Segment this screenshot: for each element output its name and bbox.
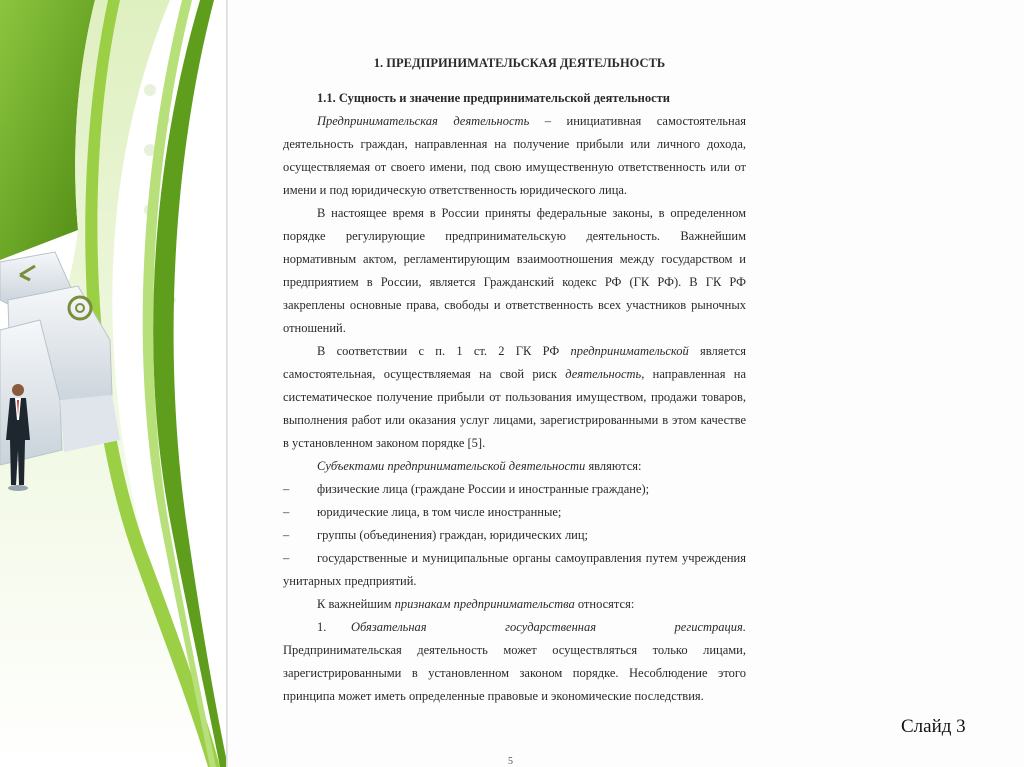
list-item [283, 478, 746, 501]
paragraph-definition [283, 110, 746, 202]
subjects-rest: являются: [585, 459, 642, 473]
slide-label: Слайд 3 [901, 716, 966, 737]
list-item-text: физические лица (граждане России и иностранные граждане); [317, 482, 650, 496]
gk-text-e: , направленная на систематическое получение прибыли от пользования имуществом, продажи товаров, выполнения работ или оказания услуг лицами, зарегистрированными в этом качестве в установленном законом порядке [5]. [283, 367, 747, 450]
paragraph-laws: В настоящее время в России приняты федеральные законы, в определенном порядке регулирующие предпринимательскую деятельность. Важнейшим нормативным актом, регламентирующим взаимоотношения между государством и предприятием в России, является Гражданский кодекс РФ (ГК РФ). В ГК РФ закреплены основные права, свободы и ответственность всех участников рыночных отношений. [283, 206, 746, 335]
features-text-a: К важнейшим [317, 597, 395, 611]
gk-text-c: является самостоятельная, осуществляемая на свой риск [283, 344, 746, 381]
document-title: 1. ПРЕДПРИНИМАТЕЛЬСКАЯ ДЕЯТЕЛЬНОСТЬ [373, 56, 666, 70]
list-dash: – [283, 528, 290, 542]
decorative-side-panel [0, 0, 232, 767]
gk-italic-b: предпринимательской [570, 344, 689, 358]
item-word-3: регистрация. [674, 620, 746, 634]
gk-italic-d: деятельность [565, 367, 642, 381]
section-heading: 1.1. Сущность и значение предпринимательской деятельности [317, 91, 670, 105]
paragraph-gk [283, 340, 746, 455]
list-dash: – [283, 482, 290, 496]
list-dash: – [283, 505, 290, 519]
list-item [283, 501, 746, 524]
paragraph-features [283, 593, 746, 616]
list-dash: – [283, 551, 290, 565]
numbered-item-heading [283, 616, 746, 639]
list-item-text: группы (объединения) граждан, юридических лиц; [317, 528, 589, 542]
paragraph-subjects [283, 455, 746, 478]
document-body [283, 52, 746, 708]
item-word-1: Обязательная [351, 620, 427, 634]
paragraph-registration: Предпринимательская деятельность может осуществляться только лицами, зарегистрированными в установленном законом порядке. Несоблюдение этого принципа может иметь определенные правовые и экономические последствия. [283, 643, 746, 703]
features-text-c: относятся: [574, 597, 635, 611]
term-italic: Предпринимательская деятельность [317, 114, 530, 128]
item-word-2: государственная [505, 620, 597, 634]
list-item [283, 524, 746, 547]
list-item-text: юридические лица, в том числе иностранные; [317, 505, 562, 519]
gk-text-a: В соответствии с п. 1 ст. 2 ГК РФ [317, 344, 571, 358]
list-item [283, 547, 746, 593]
features-italic: признакам предпринимательства [394, 597, 575, 611]
definition-text: – инициативная самостоятельная деятельность граждан, направленная на получение прибыли или личного дохода, осуществляемая от своего имени, под свою имущественную ответственность или от имени и под юридическую ответственность юридического лица. [283, 114, 746, 197]
green-swoosh-graphic [0, 0, 232, 767]
page-number: 5 [508, 756, 513, 767]
item-number: 1. [317, 620, 327, 634]
subjects-italic: Субъектами предпринимательской деятельности [317, 459, 586, 473]
list-item-text: государственные и муниципальные органы самоуправления путем учреждения унитарных предприятий. [283, 551, 746, 588]
